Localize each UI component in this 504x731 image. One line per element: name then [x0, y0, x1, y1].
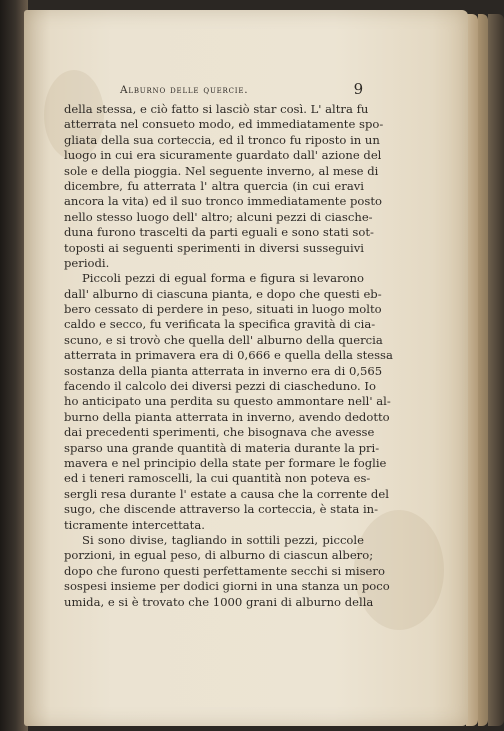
page-number: 9 [353, 80, 364, 98]
body-text [64, 102, 393, 610]
text-line: ed i teneri ramoscelli, la cui quantità non poteva es- [64, 471, 371, 486]
text-line: sparso una grande quantità di materia durante la pri- [64, 440, 380, 455]
text-line: sugo, che discende attraverso la corteccia, è stata in- [64, 502, 379, 517]
text-line: dai precedenti sperimenti, che bisognava che avesse [64, 425, 375, 440]
text-line: ho anticipato una perdita su questo ammontare nell' al- [64, 394, 391, 409]
text-line: dicembre, fu atterrata l' altra quercia (in cui eravi [64, 178, 364, 193]
text-line: nello stesso luogo dell' altro; alcuni pezzi di ciasche- [64, 209, 373, 224]
text-line: luogo in cui era sicuramente guardato dall' azione del [64, 148, 382, 163]
text-line: dopo che furono questi perfettamente secchi si misero [64, 563, 385, 578]
text-line: bero cessato di perdere in peso, situati in luogo molto [64, 302, 382, 317]
text-line: toposti ai seguenti sperimenti in diversi susseguivi [64, 240, 364, 255]
text-line: atterrata nel consueto modo, ed immediatamente spo- [64, 117, 384, 132]
text-line: scuno, e si trovò che quella dell' alburno della quercia [64, 332, 383, 347]
paragraph [64, 271, 393, 533]
text-line: sergli resa durante l' estate a causa che la corrente del [64, 486, 389, 501]
paragraph [64, 532, 390, 610]
text-line: caldo e secco, fu verificata la specifica gravità di cia- [64, 317, 376, 332]
text-line: periodi. [64, 255, 110, 270]
text-line: sostanza della pianta atterrata in inverno era di 0,565 [64, 363, 383, 378]
text-line: burno della pianta atterrata in inverno, avendo dedotto [64, 409, 390, 424]
text-line: umida, e si è trovato che 1000 grani di alburno della [64, 594, 374, 609]
text-line: della stessa, e ciò fatto si lasciò star così. L' altra fu [64, 102, 369, 116]
page-header [64, 82, 364, 102]
page-stack-edge [488, 14, 504, 726]
text-line: atterrata in primavera era di 0,666 e quella della stessa [64, 348, 393, 363]
text-line: Piccoli pezzi di egual forma e figura si levarono [82, 271, 364, 286]
paragraph [64, 102, 384, 271]
text-line: mavera e nel principio della state per formare le foglie [64, 455, 387, 470]
text-line: porzioni, in egual peso, di alburno di ciascun albero; [64, 548, 374, 563]
text-line: sospesi insieme per dodici giorni in una stanza un poco [64, 579, 390, 594]
running-head: Alburno delle quercie. [120, 84, 249, 96]
text-line: duna furono trascelti da parti eguali e sono stati sot- [64, 225, 374, 240]
text-line: sole e della pioggia. Nel seguente inverno, al mese di [64, 163, 379, 178]
text-line: ticramente intercettata. [64, 517, 205, 532]
text-line: dall' alburno di ciascuna pianta, e dopo che questi eb- [64, 286, 382, 301]
text-line: facendo il calcolo dei diversi pezzi di ciascheduno. Io [64, 379, 376, 394]
text-line: gliata della sua corteccia, ed il tronco fu riposto in un [64, 132, 380, 147]
page-stack-edge [478, 14, 488, 726]
text-line: ancora la vita) ed il suo tronco immediatamente posto [64, 194, 382, 209]
page-text [64, 80, 393, 610]
text-line: Si sono divise, tagliando in sottili pezzi, piccole [82, 532, 364, 547]
